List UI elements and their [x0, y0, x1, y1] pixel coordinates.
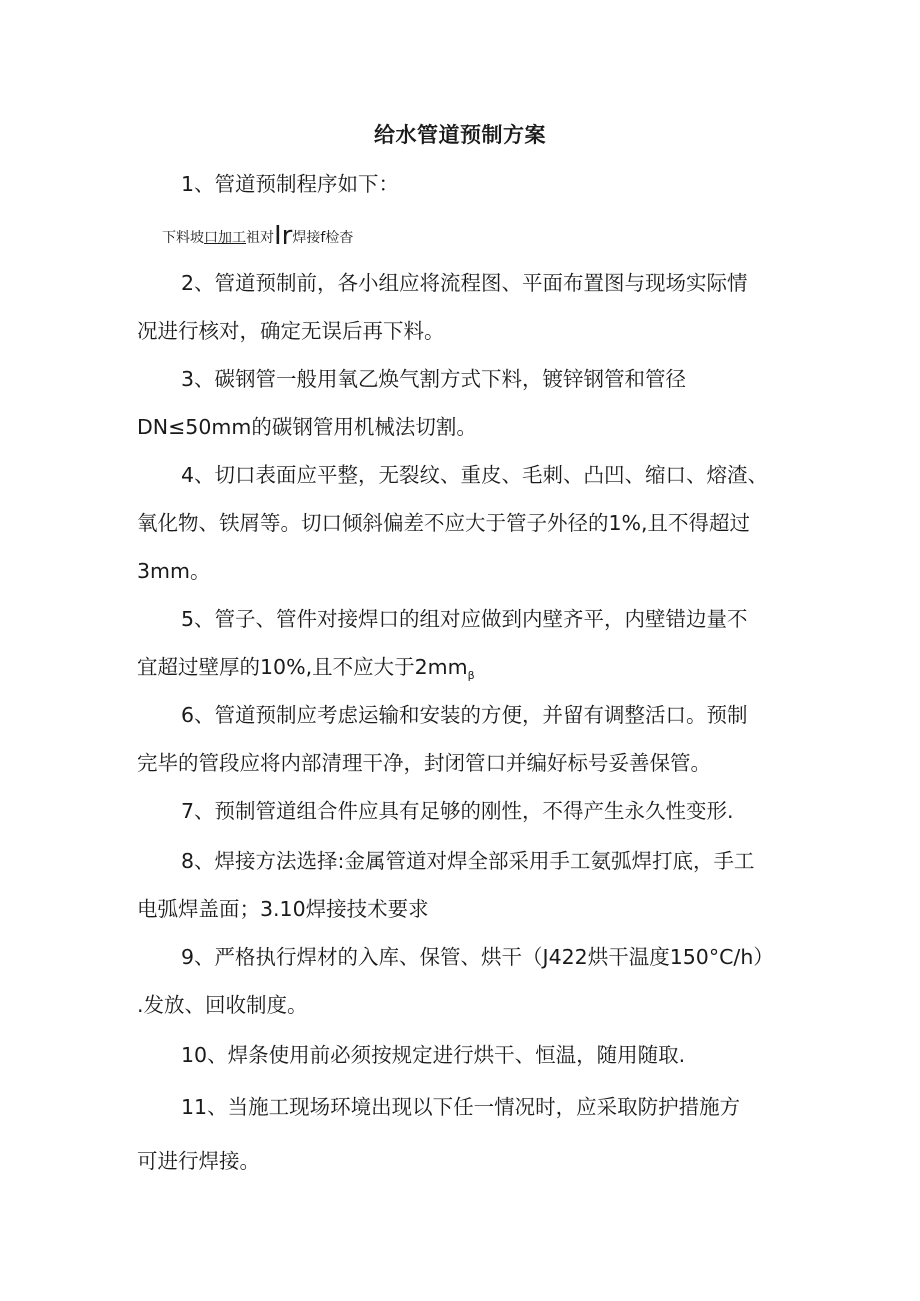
item-11-line-2: 可进行焊接。: [137, 1149, 260, 1173]
item-10-line-1: 10、焊条使用前必须按规定进行烘干、恒温，随用随取.: [181, 1043, 686, 1067]
item-6-line-2: 完毕的管段应将内部清理干净，封闭管口并编好标号妥善保管。: [137, 751, 711, 775]
flow-part-3: 祖对: [246, 230, 274, 246]
item-8-line-1: 8、焊接方法选择:金属管道对焊全部采用手工氨弧焊打底，手工: [181, 849, 755, 873]
flow-part-4: Ir: [274, 221, 293, 251]
item-3-line-1: 3、碳钢管一般用氧乙焕气割方式下料，镀锌钢管和管径: [181, 367, 687, 391]
item-11-line-1: 11、当施工现场环境出现以下任一情况时，应采取防护措施方: [181, 1095, 741, 1119]
item-3-line-2: DN≤50mm的碳钢管用机械法切割。: [137, 415, 477, 439]
item-7-line-1: 7、预制管道组合件应具有足够的刚性，不得产生永久性变形.: [181, 799, 734, 823]
item-2-line-1: 2、管道预制前，各小组应将流程图、平面布置图与现场实际情: [181, 271, 748, 295]
flow-part-5: 焊接f检杳: [292, 230, 354, 246]
item-9-line-2: .发放、回收制度。: [137, 993, 308, 1017]
item-5-subscript: β: [467, 669, 475, 682]
process-flow: [162, 222, 353, 250]
item-4-line-1: 4、切口表面应平整，无裂纹、重皮、毛刺、凸凹、缩口、熔渣、: [181, 463, 769, 487]
document-title: 给水管道预制方案: [374, 123, 546, 147]
item-9-line-1: 9、严格执行焊材的入库、保管、烘干（J422烘干温度150°C∕h）: [181, 945, 774, 969]
flow-part-2: 口加工: [204, 230, 246, 246]
item-2-line-2: 况进行核对，确定无误后再下料。: [137, 319, 445, 343]
item-4-line-3: 3mm。: [137, 559, 211, 583]
item-5-line-1: 5、管子、管件对接焊口的组对应做到内壁齐平，内壁错边量不: [181, 607, 748, 631]
item-4-line-2: 氧化物、铁屑等。切口倾斜偏差不应大于管子外径的1%,且不得超过: [137, 511, 751, 535]
item-5-line-2-text: 宜超过壁厚的10%,且不应大于2mm: [137, 655, 468, 679]
item-5-line-2: [137, 652, 475, 686]
item-8-line-2: 电弧焊盖面；3.10焊接技术要求: [137, 897, 429, 921]
item-6-line-1: 6、管道预制应考虑运输和安装的方便，并留有调整活口。预制: [181, 703, 748, 727]
item-1: 1、管道预制程序如下：: [181, 172, 400, 196]
flow-part-1: 下料坡: [162, 230, 204, 246]
